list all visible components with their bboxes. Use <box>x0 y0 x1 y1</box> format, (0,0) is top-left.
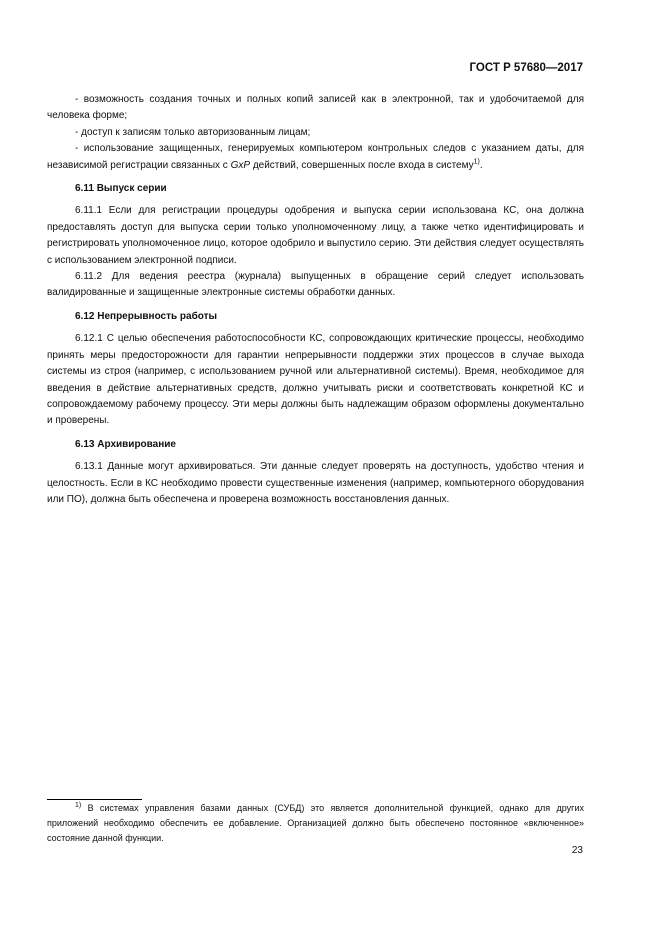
standard-number-header: ГОСТ Р 57680—2017 <box>469 62 583 74</box>
section-heading-6-12: 6.12 Непрерывность работы <box>75 310 218 322</box>
list-item-tail: действий, совершенных после входа в систему <box>250 159 474 171</box>
paragraph-6-12-1: 6.12.1 С целью обеспечения работоспособности КС, сопровождающих критические процессы, необходимо принять меры предосторожности для гарантии непрерывности поддержки этих процессов в случае выхода системы из строя (например, с использованием ручной или альтернативной системы). Время, необходимое для введения в действие альтернативных средств, должно учитывать риски и соответствовать конкретной КС и сопровождаемому рабочему процессу. Эти меры должны быть надлежащим образом оформлены документально и проверены. <box>47 333 584 427</box>
footnote <box>47 801 584 846</box>
list-item: - использование защищенных, генерируемых компьютером контрольных следов с указанием даты, для независимой регистрации связанных с GxP действий, совершенных после входа в систему$^{1)}$. <box>47 143 584 171</box>
paragraph-6-11-1: 6.11.1 Если для регистрации процедуры одобрения и выпуска серии использована КС, она должна предоставлять доступ для выпуска серии только уполномоченному лицу, а также четко идентифицировать и регистрировать уполномоченное лицо, которое одобрило и выпустило серию. Эти действия следует осуществлять с использованием электронной подписи. <box>47 205 584 266</box>
gxp-term: GxP <box>230 159 251 171</box>
page-number: 23 <box>571 845 583 856</box>
document-body <box>47 92 584 508</box>
footnote-reference: 1) <box>473 158 480 166</box>
footnote-text <box>47 801 584 846</box>
list-item-text: - использование защищенных, генерируемых компьютером контрольных следов с указанием даты, для независимой регистрации связанных с <box>47 143 584 171</box>
footnote-divider <box>47 799 142 800</box>
list-item: - возможность создания точных и полных копий записей как в электронной, так и удобочитаемой для человека форме; <box>47 94 584 122</box>
footnote-body: В системах управления базами данных (СУБД) это является дополнительной функцией, однако для других приложений необходимо обеспечить ее добавление. Организацией должно быть обеспечено постоянное «включенное» состояние данной функции. <box>47 803 584 843</box>
paragraph-6-13-1: 6.13.1 Данные могут архивироваться. Эти данные следует проверять на доступность, удобство чтения и целостность. Если в КС необходимо провести существенные изменения (например, компьютерного оборудования или ПО), должна быть обеспечена и проверена возможность восстановления данных. <box>47 461 584 505</box>
paragraph-6-11-2: 6.11.2 Для ведения реестра (журнала) выпущенных в обращение серий следует использовать валидированные и защищенные электронные системы обработки данных. <box>47 271 584 299</box>
list-item: - доступ к записям только авторизованным лицам; <box>75 126 311 138</box>
section-heading-6-13: 6.13 Архивирование <box>75 438 176 450</box>
footnote-marker: 1) <box>75 802 82 809</box>
section-heading-6-11: 6.11 Выпуск серии <box>75 183 167 195</box>
